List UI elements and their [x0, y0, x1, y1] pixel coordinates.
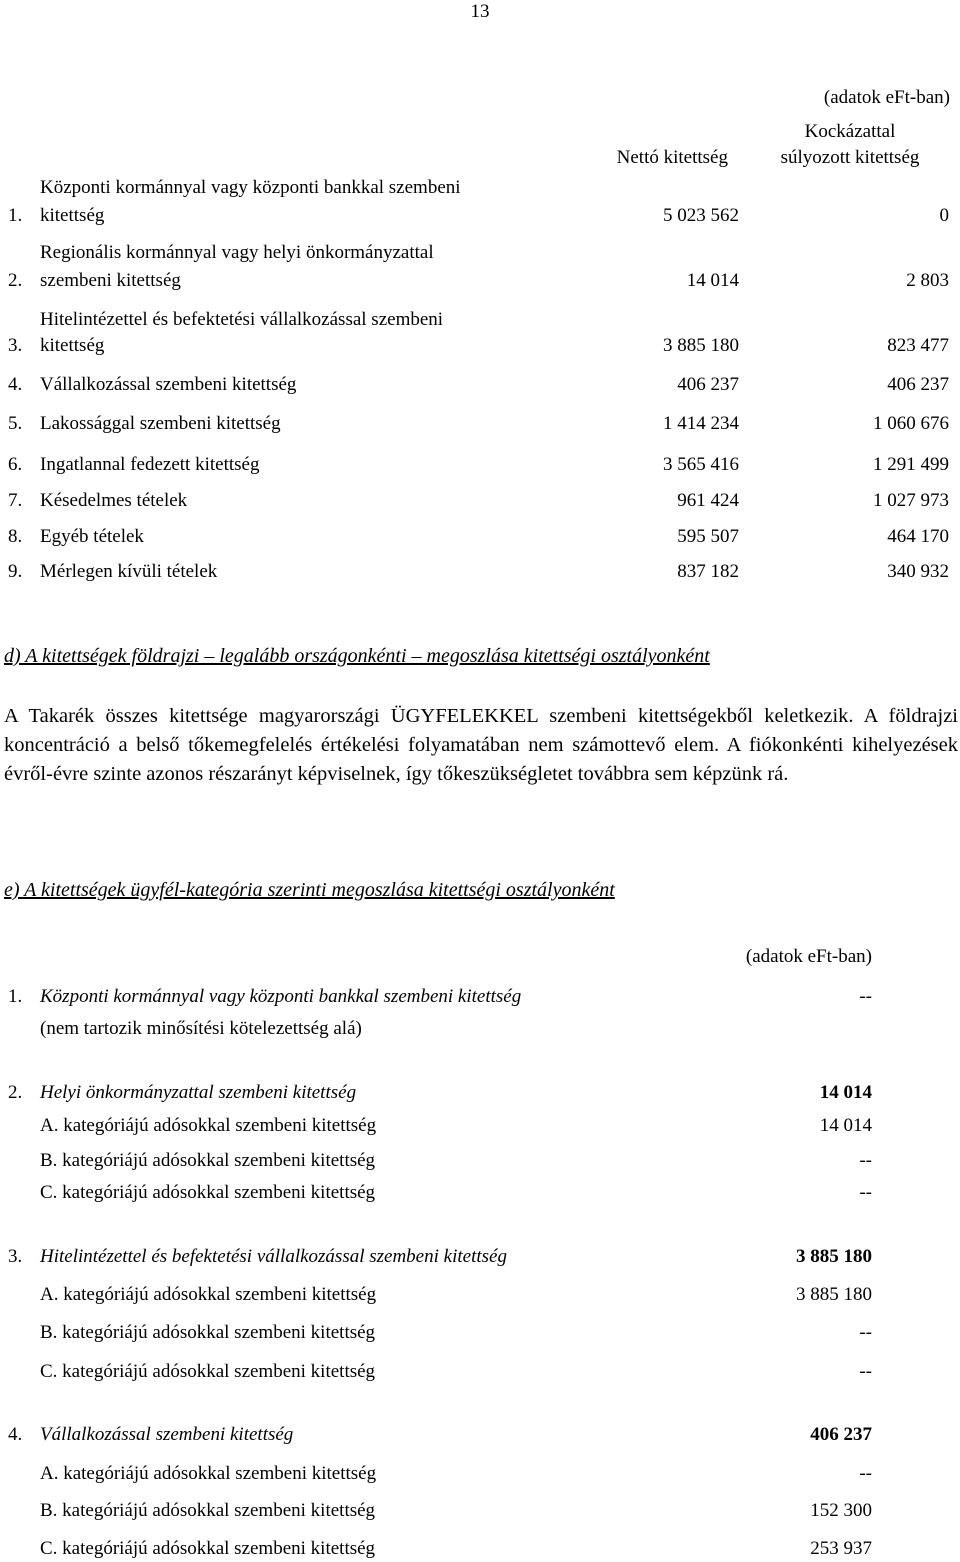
- row-net-value: 595 507: [677, 526, 739, 547]
- row-label: Késedelmes tételek: [40, 490, 188, 511]
- group-total: 3 885 180: [796, 1246, 872, 1267]
- row-net-value: 961 424: [677, 490, 739, 511]
- category-value: 14 014: [819, 1115, 872, 1136]
- row-label: Vállalkozással szembeni kitettség: [40, 374, 297, 395]
- category-value: --: [859, 1182, 872, 1203]
- table1-col-net: Nettó kitettség: [616, 147, 728, 168]
- category-label: A. kategóriájú adósokkal szembeni kitettség: [40, 1463, 377, 1484]
- group-note: (nem tartozik minősítési kötelezettség alá): [40, 1018, 362, 1039]
- category-value: --: [859, 1322, 872, 1343]
- category-value: --: [859, 1463, 872, 1484]
- table1-col-risk-line2: súlyozott kitettség: [780, 147, 920, 168]
- row-risk-value: 0: [939, 205, 949, 226]
- row-risk-value: 823 477: [887, 335, 949, 356]
- category-label: A. kategóriájú adósokkal szembeni kitettség: [40, 1115, 377, 1136]
- row-risk-value: 1 291 499: [873, 454, 949, 475]
- group-total: 14 014: [819, 1082, 872, 1103]
- group-number: 1.: [8, 986, 23, 1007]
- row-label-line1: Regionális kormánnyal vagy helyi önkormányzattal: [40, 242, 434, 263]
- row-net-value: 1 414 234: [663, 413, 739, 434]
- section-e-unit-note: (adatok eFt-ban): [745, 946, 872, 967]
- group-number: 3.: [8, 1246, 23, 1267]
- row-label: Ingatlannal fedezett kitettség: [40, 454, 260, 475]
- row-number: 1.: [8, 205, 23, 226]
- category-label: B. kategóriájú adósokkal szembeni kitettség: [40, 1150, 376, 1171]
- category-label: B. kategóriájú adósokkal szembeni kitettség: [40, 1500, 376, 1521]
- group-title: Hitelintézettel és befektetési vállalkozással szembeni kitettség: [40, 1246, 507, 1267]
- table1-col-risk-line1: Kockázattal: [804, 121, 896, 142]
- row-number: 5.: [8, 413, 23, 434]
- group-title: Központi kormánnyal vagy központi bankkal szembeni kitettség: [40, 986, 522, 1007]
- row-risk-value: 1 060 676: [873, 413, 949, 434]
- category-label: A. kategóriájú adósokkal szembeni kitettség: [40, 1284, 377, 1305]
- category-value: 3 885 180: [796, 1284, 872, 1305]
- group-title: Helyi önkormányzattal szembeni kitettség: [40, 1082, 357, 1103]
- group-total: 406 237: [810, 1424, 872, 1445]
- row-number: 8.: [8, 526, 23, 547]
- row-number: 6.: [8, 454, 23, 475]
- group-number: 4.: [8, 1424, 23, 1445]
- row-label-line2: szembeni kitettség: [40, 270, 181, 291]
- row-label-line1: Központi kormánnyal vagy központi bankkal szembeni: [40, 177, 461, 198]
- section-d-paragraph: A Takarék összes kitettsége magyarországi ÜGYFELEKKEL szembeni kitettségekből keletkezik. A földrajzi koncentráció a belső tőkemegfelelés értékelési folyamatában nem számottevő elem. A fiókonkénti kihelyezések évről-évre szinte azonos részarányt képviselnek, így tőkeszükségletet továbbra sem képzünk rá.: [4, 705, 958, 785]
- row-label: Lakossággal szembeni kitettség: [40, 413, 281, 434]
- category-value: --: [859, 1150, 872, 1171]
- category-label: C. kategóriájú adósokkal szembeni kitettség: [40, 1538, 376, 1559]
- group-value: --: [859, 986, 872, 1007]
- row-net-value: 837 182: [677, 561, 739, 582]
- row-risk-value: 340 932: [887, 561, 949, 582]
- section-e-heading: e) A kitettségek ügyfél-kategória szerinti megoszlása kitettségi osztályonként: [4, 879, 615, 901]
- row-label-line2: kitettség: [40, 335, 105, 356]
- row-label: Mérlegen kívüli tételek: [40, 561, 218, 582]
- category-value: --: [859, 1361, 872, 1382]
- row-number: 7.: [8, 490, 23, 511]
- row-risk-value: 1 027 973: [873, 490, 949, 511]
- row-number: 2.: [8, 270, 23, 291]
- row-label-line2: kitettség: [40, 205, 105, 226]
- group-title: Vállalkozással szembeni kitettség: [40, 1424, 294, 1445]
- category-label: B. kategóriájú adósokkal szembeni kitettség: [40, 1322, 376, 1343]
- category-value: 253 937: [810, 1538, 872, 1559]
- row-risk-value: 406 237: [887, 374, 949, 395]
- table1-unit-note: (adatok eFt-ban): [823, 87, 950, 108]
- row-risk-value: 2 803: [906, 270, 949, 291]
- row-number: 4.: [8, 374, 23, 395]
- category-label: C. kategóriájú adósokkal szembeni kitettség: [40, 1182, 376, 1203]
- row-risk-value: 464 170: [887, 526, 949, 547]
- row-net-value: 5 023 562: [663, 205, 739, 226]
- group-number: 2.: [8, 1082, 23, 1103]
- row-net-value: 14 014: [686, 270, 739, 291]
- row-label-line1: Hitelintézettel és befektetési vállalkozással szembeni: [40, 309, 444, 330]
- row-label: Egyéb tételek: [40, 526, 144, 547]
- row-net-value: 406 237: [677, 374, 739, 395]
- category-label: C. kategóriájú adósokkal szembeni kitettség: [40, 1361, 376, 1382]
- page-number: 13: [470, 1, 490, 22]
- row-net-value: 3 565 416: [663, 454, 739, 475]
- row-number: 3.: [8, 335, 23, 356]
- section-d-heading: d) A kitettségek földrajzi – legalább országonkénti – megoszlása kitettségi osztályonként: [4, 645, 710, 667]
- row-number: 9.: [8, 561, 23, 582]
- row-net-value: 3 885 180: [663, 335, 739, 356]
- category-value: 152 300: [810, 1500, 872, 1521]
